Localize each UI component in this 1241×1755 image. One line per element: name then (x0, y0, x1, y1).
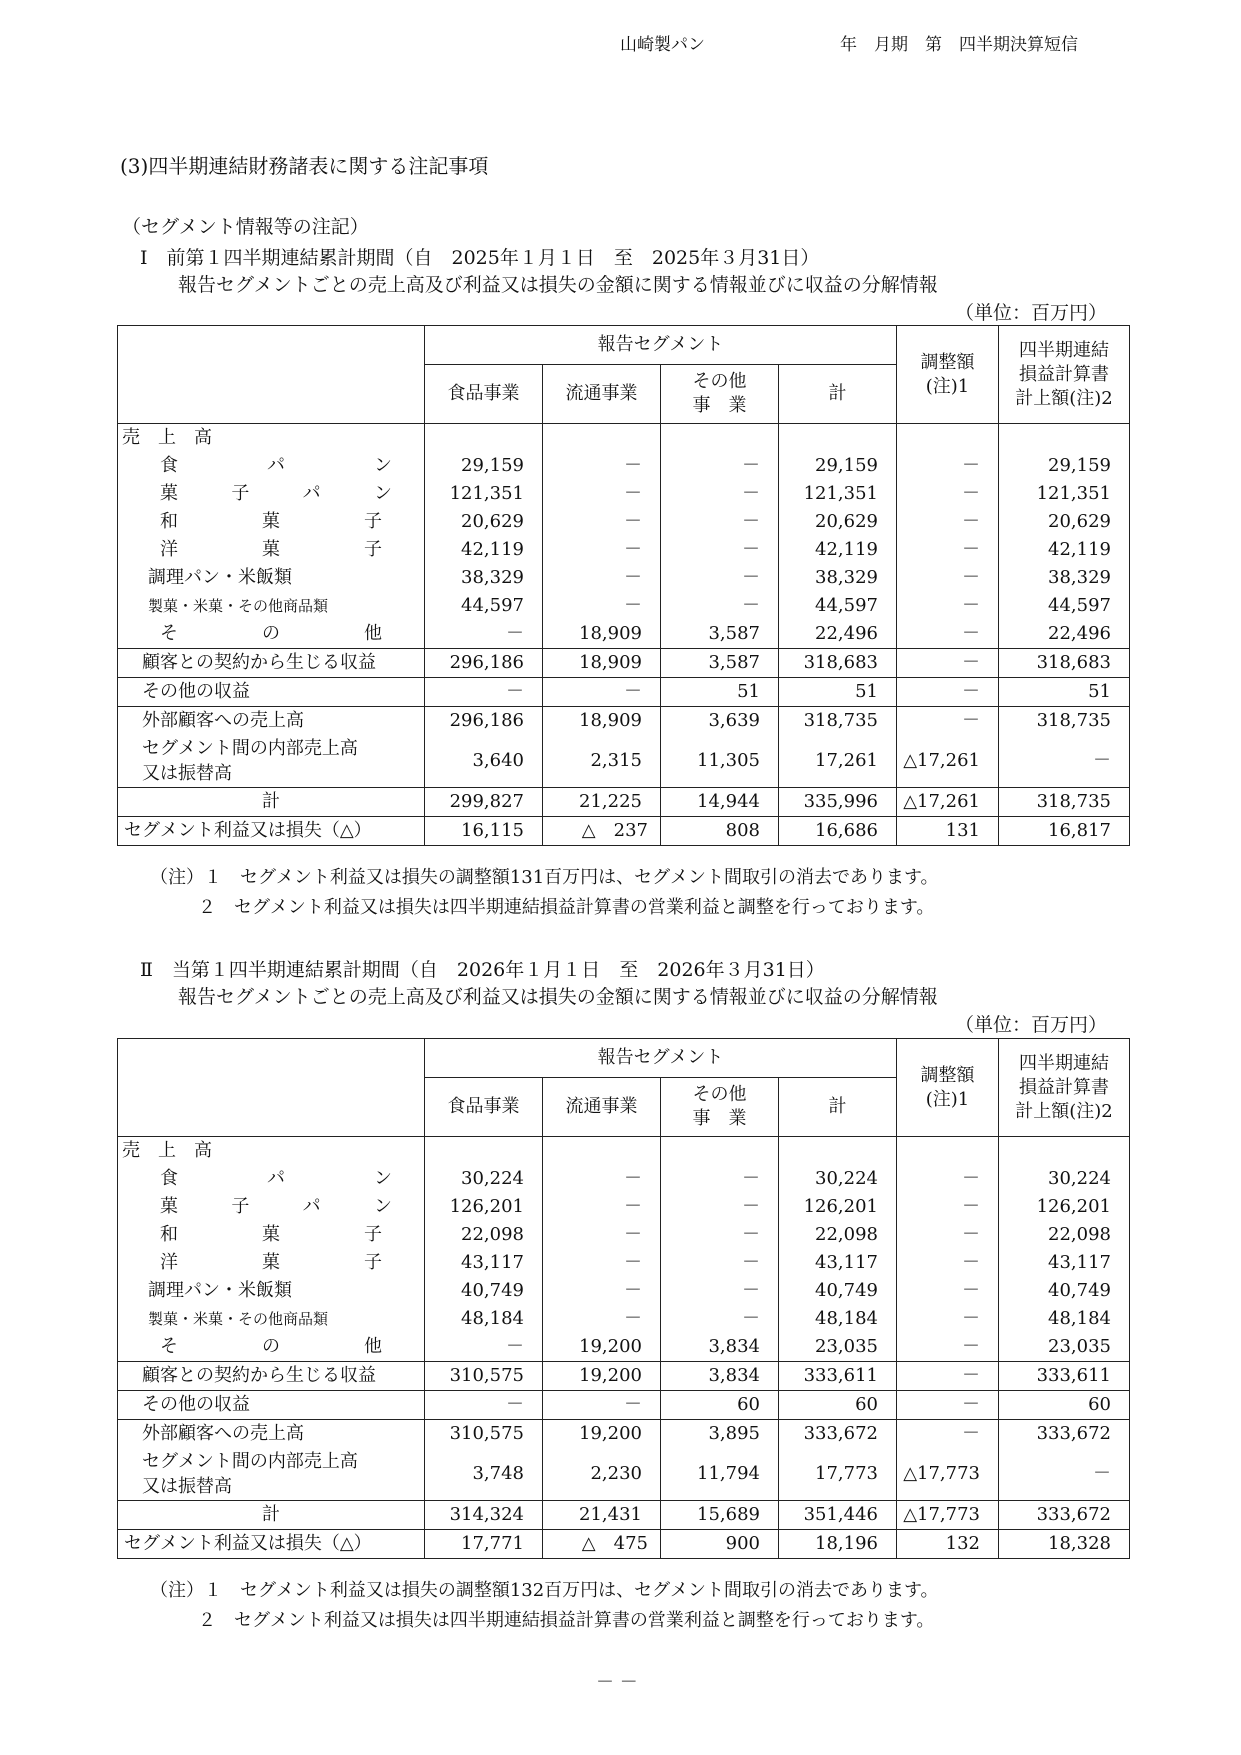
cell-value: 16,686 (779, 817, 897, 846)
row-label-char: 洋 (160, 539, 178, 560)
header-distribution: 流通事業 (543, 1078, 661, 1137)
cell-value: － (661, 1277, 779, 1305)
row-label: 外部顧客への売上高 (118, 1420, 425, 1449)
table-row-confectionery (118, 592, 1130, 620)
row-label-char: 子 (364, 511, 382, 532)
row-label: 顧客との契約から生じる収益 (118, 1362, 425, 1391)
cell-value: － (897, 1165, 999, 1193)
cell-value: － (425, 1333, 543, 1362)
company-name: 山崎製パン (620, 35, 705, 55)
cell-value: － (897, 1420, 999, 1449)
cell-value: 21,225 (543, 788, 661, 817)
cell-value: － (661, 564, 779, 592)
cell-value: 51 (661, 678, 779, 707)
row-label-char: 和 (160, 1224, 178, 1245)
cell-value: － (897, 1277, 999, 1305)
table-row-sales-heading (118, 1137, 1130, 1166)
cell-value: 18,196 (779, 1530, 897, 1559)
cell-value: － (425, 620, 543, 649)
header-distribution: 流通事業 (543, 365, 661, 424)
cell-value: 40,749 (999, 1277, 1130, 1305)
cell-value: 121,351 (779, 480, 897, 508)
row-label: セグメント利益又は損失（△） (118, 817, 425, 846)
row-label-char: 菓 (262, 539, 280, 560)
cell-value: 51 (779, 678, 897, 707)
cell-value: △17,261 (897, 735, 999, 788)
note-2: ２ セグメント利益又は損失は四半期連結損益計算書の営業利益と調整を行っております。 (198, 1610, 935, 1631)
header-food: 食品事業 (425, 1078, 543, 1137)
cell-value: － (897, 1193, 999, 1221)
cell-value: 22,098 (779, 1221, 897, 1249)
cell-value: 30,224 (425, 1165, 543, 1193)
cell-value: 2,315 (543, 735, 661, 788)
table-row-confectionery (118, 1305, 1130, 1333)
row-label-line: セグメント間の内部売上高 (142, 1451, 358, 1472)
cell-value: － (897, 564, 999, 592)
header-other: その他 事 業 (661, 1078, 779, 1137)
row-label-char: 子 (231, 1196, 250, 1217)
cell-value: 16,817 (999, 817, 1130, 846)
header-adjustment: 調整額 (注)1 (897, 326, 999, 424)
cell-value: 22,098 (999, 1221, 1130, 1249)
row-label-char: パ (302, 1196, 321, 1217)
cell-value (999, 1137, 1130, 1166)
cell-value: 132 (897, 1530, 999, 1559)
cell-value: － (543, 1305, 661, 1333)
cell-value: 126,201 (999, 1193, 1130, 1221)
header-consolidated: 四半期連結 損益計算書 計上額(注)2 (999, 1039, 1130, 1137)
header-food: 食品事業 (425, 365, 543, 424)
header-adjustment: 調整額 (注)1 (897, 1039, 999, 1137)
row-label-char: ン (373, 1196, 392, 1217)
row-label-char: 菓 (262, 511, 280, 532)
cell-value: － (543, 592, 661, 620)
cell-value: 3,587 (661, 620, 779, 649)
cell-value: － (897, 649, 999, 678)
cell-value: － (661, 1221, 779, 1249)
row-label-char: 食 (160, 1168, 178, 1189)
cell-value: － (661, 452, 779, 480)
row-label (118, 536, 425, 564)
row-label-char: 子 (364, 539, 382, 560)
table-row-external_sales (118, 1420, 1130, 1449)
cell-value: 318,683 (999, 649, 1130, 678)
table-row-intersegment (118, 1448, 1130, 1501)
cell-value: 30,224 (999, 1165, 1130, 1193)
cell-value: 22,496 (779, 620, 897, 649)
cell-value (543, 1137, 661, 1166)
cell-value: － (661, 1165, 779, 1193)
cell-value: － (897, 707, 999, 736)
cell-value: 296,186 (425, 649, 543, 678)
row-label: 調理パン・米飯類 (148, 1280, 292, 1301)
cell-value: △17,261 (897, 788, 999, 817)
cell-value: 60 (779, 1391, 897, 1420)
cell-value: 126,201 (425, 1193, 543, 1221)
cell-value: 51 (999, 678, 1130, 707)
row-label-char: パ (302, 483, 321, 504)
cell-value: 131 (897, 817, 999, 846)
cell-value: 17,261 (779, 735, 897, 788)
cell-value: 318,735 (999, 707, 1130, 736)
table-row-segment_profit (118, 1530, 1130, 1559)
header-report-segment: 報告セグメント (425, 1039, 897, 1078)
period-heading: Ⅰ 前第１四半期連結累計期間（自 2025年１月１日 至 2025年３月31日） (140, 247, 820, 269)
cell-value: 17,771 (425, 1530, 543, 1559)
cell-value: 29,159 (999, 452, 1130, 480)
cell-value: － (999, 735, 1130, 788)
row-label-char: パ (267, 1168, 285, 1189)
row-label-char: 子 (364, 1252, 382, 1273)
table-row-prepared (118, 1277, 1130, 1305)
cell-value: 43,117 (425, 1249, 543, 1277)
table-row-external_sales (118, 707, 1130, 736)
row-label (118, 1221, 425, 1249)
cell-value: 3,834 (661, 1333, 779, 1362)
cell-value: 22,496 (999, 620, 1130, 649)
cell-value: 38,329 (999, 564, 1130, 592)
cell-value: △ 237 (543, 817, 661, 846)
cell-value: 318,683 (779, 649, 897, 678)
row-label (118, 735, 425, 788)
cell-value: 19,200 (543, 1333, 661, 1362)
cell-value: 48,184 (999, 1305, 1130, 1333)
cell-value: － (543, 536, 661, 564)
cell-value: 44,597 (779, 592, 897, 620)
row-label: 製菓・米菓・その他商品類 (148, 1310, 329, 1328)
segment-table (117, 1038, 1130, 1559)
unit-label: （単位：百万円） (955, 1014, 1108, 1036)
cell-value (779, 424, 897, 453)
cell-value: － (897, 1391, 999, 1420)
cell-value: － (897, 620, 999, 649)
cell-value: － (897, 592, 999, 620)
cell-value: 40,749 (425, 1277, 543, 1305)
cell-value: － (543, 452, 661, 480)
cell-value: － (661, 592, 779, 620)
row-label-char: 和 (160, 511, 178, 532)
cell-value: － (543, 1221, 661, 1249)
row-label: 製菓・米菓・その他商品類 (148, 597, 329, 615)
cell-value: 29,159 (425, 452, 543, 480)
cell-value (999, 424, 1130, 453)
cell-value: 18,909 (543, 707, 661, 736)
cell-value: 3,640 (425, 735, 543, 788)
row-label-char: そ (160, 623, 178, 644)
cell-value: 18,328 (999, 1530, 1130, 1559)
cell-value (543, 424, 661, 453)
cell-value: 351,446 (779, 1501, 897, 1530)
cell-value: － (897, 536, 999, 564)
cell-value: 48,184 (779, 1305, 897, 1333)
row-label-char: 菓 (160, 1196, 178, 1217)
cell-value: － (897, 508, 999, 536)
report-title: 年 月期 第 四半期決算短信 (840, 35, 1078, 55)
row-label (118, 620, 425, 649)
cell-value: 333,672 (779, 1420, 897, 1449)
table-row-other_revenue (118, 1391, 1130, 1420)
cell-value: 333,672 (999, 1420, 1130, 1449)
page-footer: － － (596, 1672, 638, 1693)
row-label-char: 子 (364, 1224, 382, 1245)
cell-value: 11,305 (661, 735, 779, 788)
cell-value (425, 424, 543, 453)
cell-value: 296,186 (425, 707, 543, 736)
cell-value: 21,431 (543, 1501, 661, 1530)
header-blank (118, 1039, 425, 1137)
row-label-char: の (262, 623, 280, 644)
cell-value: 42,119 (425, 536, 543, 564)
header-total: 計 (779, 1078, 897, 1137)
row-label-char: 洋 (160, 1252, 178, 1273)
table-row-prepared (118, 564, 1130, 592)
cell-value (425, 1137, 543, 1166)
cell-value: － (543, 1193, 661, 1221)
header-report-segment: 報告セグメント (425, 326, 897, 365)
row-label (118, 1165, 425, 1193)
row-label (118, 452, 425, 480)
cell-value: 42,119 (999, 536, 1130, 564)
cell-value: － (897, 480, 999, 508)
cell-value: － (661, 480, 779, 508)
table-row-bread (118, 452, 1130, 480)
cell-value: 60 (999, 1391, 1130, 1420)
cell-value: 44,597 (999, 592, 1130, 620)
cell-value: 2,230 (543, 1448, 661, 1501)
row-label-line: セグメント間の内部売上高 (142, 738, 358, 759)
cell-value (661, 424, 779, 453)
row-label-char: ン (373, 483, 392, 504)
cell-value: － (661, 1249, 779, 1277)
cell-value: 20,629 (779, 508, 897, 536)
period-subheading: 報告セグメントごとの売上高及び利益又は損失の金額に関する情報並びに収益の分解情報 (178, 274, 938, 296)
row-label (118, 1249, 425, 1277)
cell-value: 30,224 (779, 1165, 897, 1193)
cell-value: 43,117 (999, 1249, 1130, 1277)
cell-value: － (543, 1391, 661, 1420)
cell-value: 299,827 (425, 788, 543, 817)
table-row-other (118, 1333, 1130, 1362)
row-label: その他の収益 (118, 678, 425, 707)
cell-value: 20,629 (425, 508, 543, 536)
cell-value: 17,773 (779, 1448, 897, 1501)
cell-value: － (897, 452, 999, 480)
row-label-char: 子 (231, 483, 250, 504)
cell-value: － (897, 1333, 999, 1362)
row-label: セグメント利益又は損失（△） (118, 1530, 425, 1559)
cell-value (779, 1137, 897, 1166)
period-subheading: 報告セグメントごとの売上高及び利益又は損失の金額に関する情報並びに収益の分解情報 (178, 986, 938, 1008)
table-row-wagashi (118, 1221, 1130, 1249)
cell-value: 335,996 (779, 788, 897, 817)
table-row-other_revenue (118, 678, 1130, 707)
row-label-line: 又は振替高 (142, 1476, 232, 1497)
cell-value: 43,117 (779, 1249, 897, 1277)
cell-value: 3,748 (425, 1448, 543, 1501)
cell-value: 121,351 (425, 480, 543, 508)
cell-value: － (897, 1305, 999, 1333)
cell-value: 900 (661, 1530, 779, 1559)
row-label (118, 1448, 425, 1501)
row-label-char: 菓 (160, 483, 178, 504)
note-1: （注）１ セグメント利益又は損失の調整額132百万円は、セグメント間取引の消去であります。 (150, 1580, 939, 1601)
header-total: 計 (779, 365, 897, 424)
row-label: 売 上 高 (122, 1140, 212, 1161)
table-row-yogashi (118, 1249, 1130, 1277)
row-label-char: 菓 (262, 1224, 280, 1245)
cell-value: △17,773 (897, 1501, 999, 1530)
cell-value: 3,639 (661, 707, 779, 736)
cell-value: 3,895 (661, 1420, 779, 1449)
cell-value: － (543, 1165, 661, 1193)
cell-value: 126,201 (779, 1193, 897, 1221)
cell-value: － (897, 1362, 999, 1391)
row-label: 顧客との契約から生じる収益 (118, 649, 425, 678)
row-label (118, 508, 425, 536)
cell-value (897, 424, 999, 453)
table-row-total (118, 788, 1130, 817)
cell-value: 808 (661, 817, 779, 846)
table-row-sales-heading (118, 424, 1130, 453)
table-row-yogashi (118, 536, 1130, 564)
table-row-other (118, 620, 1130, 649)
row-label-char: 他 (364, 623, 382, 644)
cell-value: 44,597 (425, 592, 543, 620)
table-row-wagashi (118, 508, 1130, 536)
table-row-sweet_bread (118, 480, 1130, 508)
cell-value: 18,909 (543, 649, 661, 678)
cell-value: 18,909 (543, 620, 661, 649)
cell-value: 42,119 (779, 536, 897, 564)
unit-label: （単位：百万円） (955, 302, 1108, 324)
cell-value: 38,329 (779, 564, 897, 592)
cell-value: － (897, 678, 999, 707)
cell-value: － (661, 1305, 779, 1333)
cell-value: － (897, 1221, 999, 1249)
row-label-char: 食 (160, 455, 178, 476)
segment-table (117, 325, 1130, 846)
cell-value: 16,115 (425, 817, 543, 846)
cell-value: 14,944 (661, 788, 779, 817)
row-label-line: 又は振替高 (142, 763, 232, 784)
table-row-contract_revenue (118, 649, 1130, 678)
cell-value: △ 475 (543, 1530, 661, 1559)
segment-note-title: （セグメント情報等の注記） (122, 216, 369, 238)
table-row-total (118, 1501, 1130, 1530)
table-row-bread (118, 1165, 1130, 1193)
cell-value: △17,773 (897, 1448, 999, 1501)
row-label: 計 (118, 1501, 425, 1530)
cell-value: 22,098 (425, 1221, 543, 1249)
cell-value: － (543, 1277, 661, 1305)
cell-value: 19,200 (543, 1362, 661, 1391)
table-row-segment_profit (118, 817, 1130, 846)
cell-value: － (543, 480, 661, 508)
period-heading: Ⅱ 当第１四半期連結累計期間（自 2026年１月１日 至 2026年３月31日） (140, 959, 825, 981)
cell-value: 60 (661, 1391, 779, 1420)
row-label-char: の (262, 1336, 280, 1357)
row-label: 外部顧客への売上高 (118, 707, 425, 736)
row-label-char: ン (374, 455, 392, 476)
row-label (118, 1333, 425, 1362)
row-label (118, 1193, 425, 1221)
cell-value: － (425, 1391, 543, 1420)
cell-value: － (897, 1249, 999, 1277)
cell-value: 29,159 (779, 452, 897, 480)
cell-value: 23,035 (779, 1333, 897, 1362)
cell-value: 121,351 (999, 480, 1130, 508)
row-label: 調理パン・米飯類 (148, 567, 292, 588)
row-label: その他の収益 (118, 1391, 425, 1420)
cell-value: 310,575 (425, 1420, 543, 1449)
cell-value: 3,834 (661, 1362, 779, 1391)
row-label-char: そ (160, 1336, 178, 1357)
cell-value: 310,575 (425, 1362, 543, 1391)
cell-value: － (661, 1193, 779, 1221)
cell-value: － (661, 536, 779, 564)
row-label-char: 他 (364, 1336, 382, 1357)
header-consolidated: 四半期連結 損益計算書 計上額(注)2 (999, 326, 1130, 424)
note-1: （注）１ セグメント利益又は損失の調整額131百万円は、セグメント間取引の消去であります。 (150, 867, 939, 888)
cell-value: 48,184 (425, 1305, 543, 1333)
table-row-sweet_bread (118, 1193, 1130, 1221)
cell-value: 40,749 (779, 1277, 897, 1305)
cell-value: 318,735 (999, 788, 1130, 817)
cell-value: 38,329 (425, 564, 543, 592)
cell-value: － (543, 678, 661, 707)
row-label: 売 上 高 (122, 427, 212, 448)
cell-value: 333,611 (779, 1362, 897, 1391)
cell-value: 19,200 (543, 1420, 661, 1449)
cell-value: 20,629 (999, 508, 1130, 536)
cell-value: － (425, 678, 543, 707)
row-label-char: 菓 (262, 1252, 280, 1273)
cell-value: 314,324 (425, 1501, 543, 1530)
cell-value: － (543, 1249, 661, 1277)
header-blank (118, 326, 425, 424)
section-title: (3)四半期連結財務諸表に関する注記事項 (120, 154, 489, 178)
cell-value: 3,587 (661, 649, 779, 678)
note-2: ２ セグメント利益又は損失は四半期連結損益計算書の営業利益と調整を行っております。 (198, 897, 935, 918)
cell-value (661, 1137, 779, 1166)
cell-value (897, 1137, 999, 1166)
cell-value: 11,794 (661, 1448, 779, 1501)
row-label-char: ン (374, 1168, 392, 1189)
row-label: 計 (118, 788, 425, 817)
header-other: その他 事 業 (661, 365, 779, 424)
row-label-char: パ (267, 455, 285, 476)
cell-value: － (543, 508, 661, 536)
cell-value: 23,035 (999, 1333, 1130, 1362)
cell-value: 318,735 (779, 707, 897, 736)
cell-value: － (999, 1448, 1130, 1501)
cell-value: 333,611 (999, 1362, 1130, 1391)
table-row-intersegment (118, 735, 1130, 788)
cell-value: 15,689 (661, 1501, 779, 1530)
table-row-contract_revenue (118, 1362, 1130, 1391)
cell-value: 333,672 (999, 1501, 1130, 1530)
cell-value: － (543, 564, 661, 592)
cell-value: － (661, 508, 779, 536)
row-label (118, 480, 425, 508)
